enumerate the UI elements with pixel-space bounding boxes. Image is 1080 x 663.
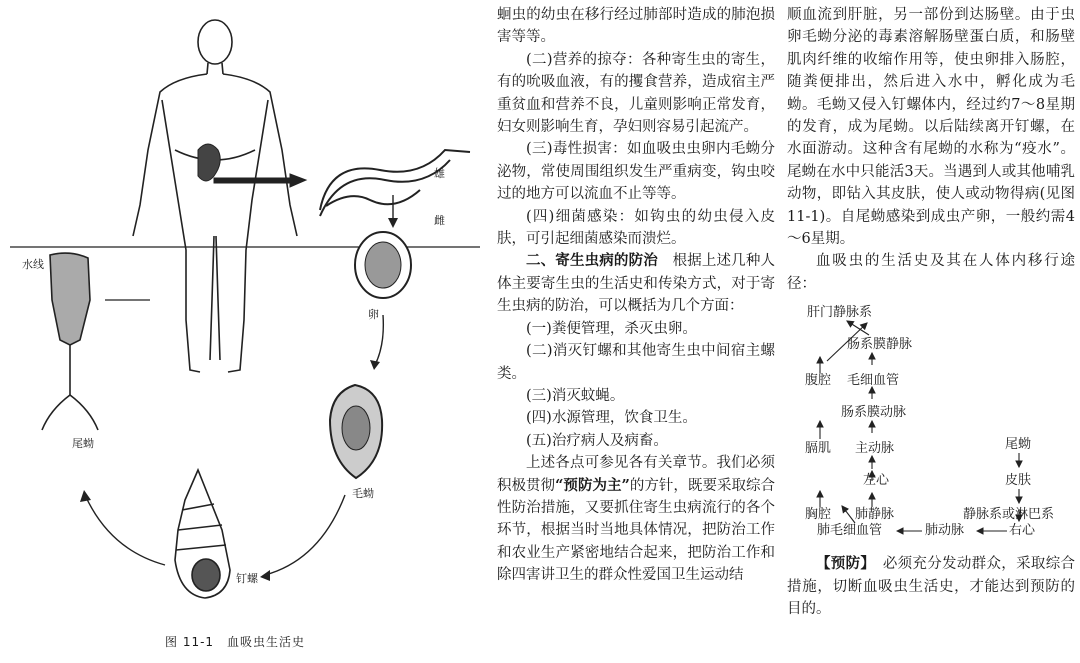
node-cercaria: 尾蚴 [1005, 437, 1032, 453]
paragraph: 血吸虫的生活史及其在人体内移行途径： [787, 253, 1075, 292]
node-thoracic-cavity: 胸腔 [805, 507, 832, 523]
measure-item: (三)消灭蚊蝇。 [526, 387, 625, 404]
measure-item: (四)水源管理，饮食卫生。 [526, 410, 697, 427]
node-pulmonary-vein: 肺静脉 [855, 507, 895, 523]
node-aorta: 主动脉 [855, 441, 895, 457]
miracidium-illustration [330, 385, 382, 478]
node-skin: 皮肤 [1005, 473, 1032, 489]
measure-item: (一)粪便管理，杀灭虫卵。 [526, 320, 697, 337]
egg-label: 卵 [368, 308, 379, 321]
snail-label: 钉螺 [236, 572, 258, 585]
miracidium-label: 毛蚴 [352, 487, 374, 500]
section-title: 二、寄生虫病的防治 [526, 252, 658, 270]
node-portal-vein: 肝门静脉系 [807, 305, 873, 321]
female-label: 雌 [434, 214, 445, 227]
node-venous-lymph: 静脉系或淋巴系 [963, 507, 1055, 523]
closing-paragraph [497, 452, 775, 586]
cercaria-illustration [42, 253, 98, 430]
egg-illustration [355, 232, 411, 298]
node-diaphragm: 膈肌 [805, 441, 832, 457]
adult-worms-illustration [320, 150, 470, 216]
section-paragraph [497, 250, 775, 317]
measure-item: (二)消灭钉螺和其他寄生虫中间宿主螺类。 [497, 343, 775, 382]
figure-caption: 图 11-1 血吸虫生活史 [165, 635, 306, 649]
section-intro: 根据上述几种人体主要寄生虫的生活史和传染方式，对于寄生虫病的防治，可以概括为几个方面： [497, 253, 775, 315]
migration-flowchart [787, 301, 1075, 553]
cercaria-label: 尾蚴 [72, 437, 94, 450]
closing-post: 的方针，既要采取综合性防治措施，又要抓住寄生虫病流行的各个环节，根据当时当地具体情况，把防治工作和农业生产紧密地结合起来，把防治工作和除四害讲卫生的群众性爱国卫生运动结 [497, 477, 776, 584]
measure-item: (五)治疗病人及病畜。 [526, 432, 668, 449]
node-left-heart: 左心 [863, 473, 890, 489]
text-column-2 [787, 4, 1075, 621]
life-cycle-illustration [0, 0, 490, 663]
closing-pre: 上述各点可参见各有关章节。我们必须积极贯彻 [497, 455, 775, 494]
life-cycle-figure [0, 0, 490, 663]
paragraph: 蛔虫的幼虫在移行经过肺部时造成的肺泡损害等等。 [497, 7, 775, 46]
organ-detail [198, 144, 306, 187]
male-label: 雄 [434, 167, 445, 180]
snail-illustration [175, 470, 230, 598]
node-mesenteric-vein: 肠系膜静脉 [847, 337, 913, 353]
node-pulmonary-artery: 肺动脉 [925, 523, 965, 539]
text-column-1 [497, 4, 775, 587]
paragraph: (三)毒性损害：如血吸虫虫卵内毛蚴分泌物，常使周围组织发生严重病变，钩虫咬过的地方可以流血不止等等。 [497, 141, 775, 203]
closing-emphasis: “预防为主” [555, 476, 630, 494]
paragraph: (四)细菌感染：如钩虫的幼虫侵入皮肤，可引起细菌感染而溃烂。 [497, 208, 775, 248]
prevention-label: 【预防】 [816, 555, 868, 573]
node-lung-capillary: 肺毛细血管 [817, 523, 883, 539]
paragraph: 顺血流到肝脏，另一部份到达肠壁。由于虫卵毛蚴分泌的毒素溶解肠壁蛋白质，和肠壁肌肉纤维的收缩作用等，使虫卵排入肠腔，随粪便排出，然后进入水中，孵化成为毛蚴。毛蚴又侵入钉螺体内，经过约7～8星期的发育，成为尾蚴。以后陆续离开钉螺，在水面游动。这种含有尾蚴的水称为“疫水”。尾蚴在水中只能活3天。当遇到人或其他哺乳动物，即钻入其皮肤，使人或动物得病(见图11-1)。自尾蚴感染到成虫产卵，一般约需4～6星期。 [787, 7, 1075, 248]
paragraph: (二)营养的掠夺：各种寄生虫的寄生，有的吮吸血液，有的攫食营养，造成宿主严重贫血和营养不良，儿童则影响正常发育，妇女则影响生育，孕妇则容易引起流产。 [497, 51, 775, 136]
node-capillary: 毛细血管 [847, 373, 900, 389]
prevention-paragraph [787, 553, 1075, 620]
waterline-label: 水线 [22, 258, 44, 271]
human-figure [133, 20, 297, 372]
node-mesenteric-artery: 肠系膜动脉 [841, 405, 907, 421]
node-abdominal-cavity: 腹腔 [805, 373, 832, 389]
prevention-text: 必须充分发动群众，采取综合措施，切断血吸虫生活史，才能达到预防的目的。 [787, 556, 1076, 618]
node-right-heart: 右心 [1009, 523, 1036, 539]
